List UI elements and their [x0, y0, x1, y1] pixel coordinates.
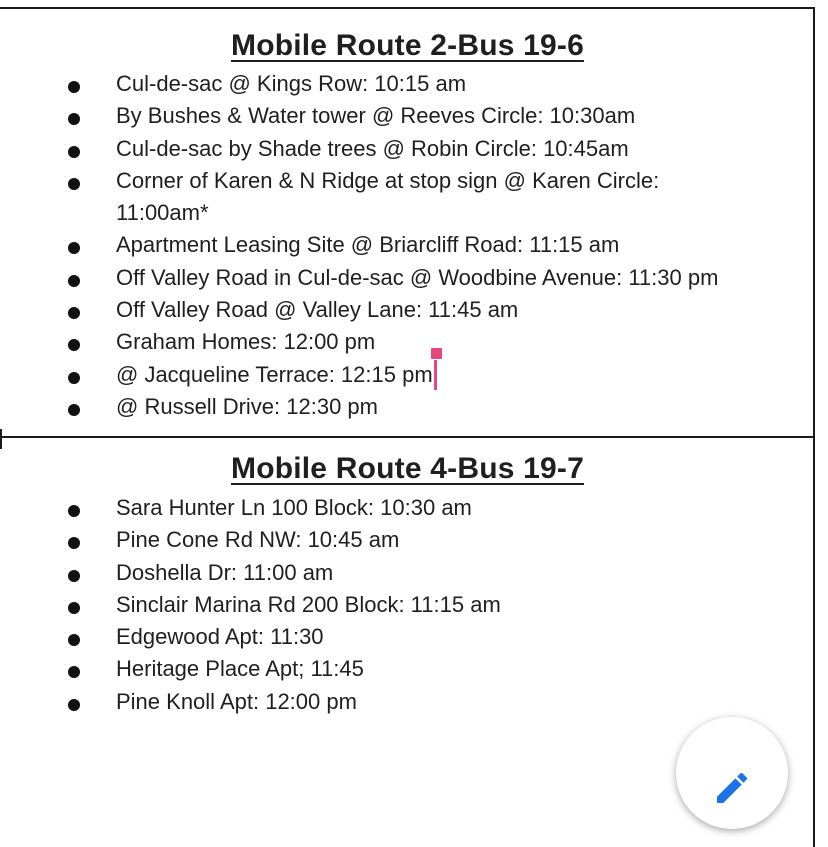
list-item: Sara Hunter Ln 100 Block: 10:30 am [0, 492, 813, 524]
bullet-icon [68, 699, 80, 711]
bullet-icon [68, 275, 80, 287]
bullet-icon [68, 178, 80, 190]
bullet-icon [68, 602, 80, 614]
bullet-icon [68, 146, 80, 158]
list-item: Pine Cone Rd NW: 10:45 am [0, 524, 813, 556]
pencil-icon [712, 768, 752, 808]
cursor-bar [434, 360, 437, 390]
list-item: Heritage Place Apt; 11:45 [0, 653, 813, 685]
bullet-icon [68, 307, 80, 319]
list-item: Sinclair Marina Rd 200 Block: 11:15 am [0, 589, 813, 621]
bullet-icon [68, 505, 80, 517]
list-item: Apartment Leasing Site @ Briarcliff Road: 11:15 am [0, 229, 813, 261]
route-2-cell [0, 29, 813, 423]
route-2-heading: Mobile Route 2-Bus 19-6 [231, 29, 584, 62]
bullet-icon [68, 372, 80, 384]
list-item: Corner of Karen & N Ridge at stop sign @ Karen Circle: 11:00am* [0, 165, 676, 230]
bullet-icon [68, 339, 80, 351]
list-item: @ Russell Drive: 12:30 pm [0, 391, 813, 423]
list-item: By Bushes & Water tower @ Reeves Circle: 10:30am [0, 100, 813, 132]
route-4-cell [0, 452, 813, 718]
bullet-icon [68, 537, 80, 549]
bullet-icon [68, 81, 80, 93]
list-item: Off Valley Road @ Valley Lane: 11:45 am [0, 294, 813, 326]
list-item: Doshella Dr: 11:00 am [0, 557, 813, 589]
route-2-stops [0, 68, 813, 423]
route-4-heading: Mobile Route 4-Bus 19-7 [231, 452, 584, 485]
edit-fab-button[interactable] [676, 717, 788, 829]
route-4-stops [0, 492, 813, 718]
list-item: Cul-de-sac @ Kings Row: 10:15 am [0, 68, 813, 100]
list-item: @ Jacqueline Terrace: 12:15 pm [0, 359, 813, 391]
list-item: Pine Knoll Apt: 12:00 pm [0, 686, 813, 718]
bullet-icon [68, 634, 80, 646]
table-left-border [0, 429, 2, 449]
table-row-divider [0, 436, 815, 438]
schedule-table [0, 7, 815, 847]
bullet-icon [68, 404, 80, 416]
list-item: Edgewood Apt: 11:30 [0, 621, 813, 653]
bullet-icon [68, 570, 80, 582]
list-item: Cul-de-sac by Shade trees @ Robin Circle: 10:45am [0, 133, 813, 165]
bullet-icon [68, 113, 80, 125]
list-item: Graham Homes: 12:00 pm [0, 326, 813, 358]
bullet-icon [68, 242, 80, 254]
list-item: Off Valley Road in Cul-de-sac @ Woodbine Avenue: 11:30 pm [0, 262, 813, 294]
cursor-handle-icon[interactable] [431, 348, 442, 359]
bullet-icon [68, 666, 80, 678]
